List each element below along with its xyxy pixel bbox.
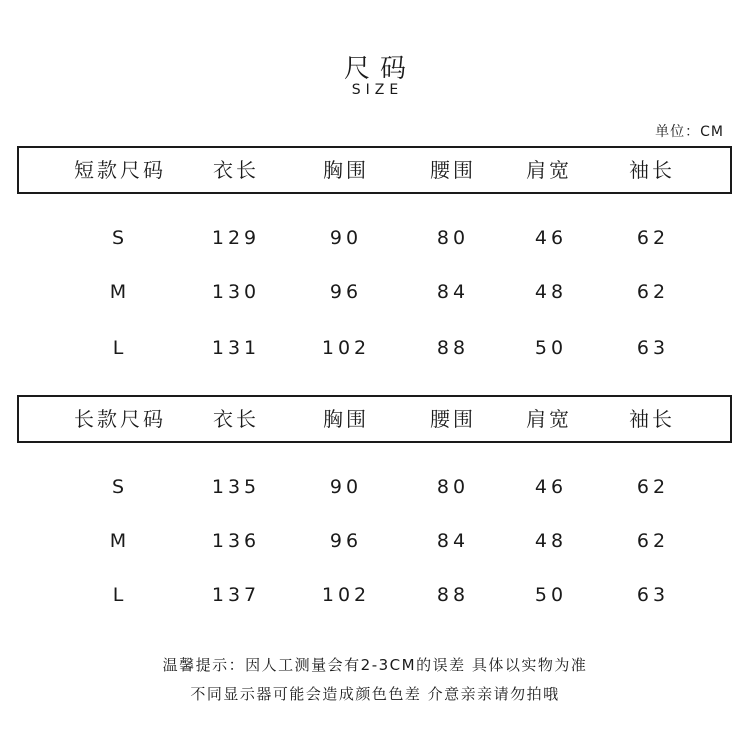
length-cell: 137 [211,584,261,606]
chest-cell: 90 [329,227,363,249]
measurement-note: 温馨提示：因人工测量会有2-3CM的误差 具体以实物为准 [162,656,588,674]
shoulder-cell: 46 [534,227,568,249]
length-cell: 129 [211,227,261,249]
size-cell: L [112,584,128,606]
shoulder-cell: 46 [534,476,568,498]
size-cell: L [112,337,128,359]
color-note: 不同显示器可能会造成颜色色差 介意亲亲请勿拍哦 [190,685,560,703]
chest-cell: 102 [321,337,371,359]
sleeve-cell: 62 [636,227,670,249]
shoulder-cell: 48 [534,530,568,552]
header-waist: 腰围 [430,407,476,431]
chest-cell: 102 [321,584,371,606]
sleeve-cell: 63 [636,337,670,359]
header-length: 衣长 [213,158,259,182]
shoulder-cell: 48 [534,281,568,303]
table-row [0,526,750,556]
waist-cell: 84 [436,281,470,303]
shoulder-cell: 50 [534,337,568,359]
size-cell: M [109,530,131,552]
waist-cell: 84 [436,530,470,552]
header-chest: 胸围 [323,158,369,182]
long-table-header [17,395,732,443]
size-cell: M [109,281,131,303]
header-shoulder: 肩宽 [526,407,572,431]
waist-cell: 80 [436,227,470,249]
header-shoulder: 肩宽 [526,158,572,182]
sleeve-cell: 63 [636,584,670,606]
length-cell: 131 [211,337,261,359]
waist-cell: 88 [436,337,470,359]
unit-label: 单位：CM [655,124,724,140]
header-waist: 腰围 [430,158,476,182]
size-cell: S [111,476,129,498]
header-size: 长款尺码 [74,407,166,431]
table-row [0,580,750,610]
short-table-header [17,146,732,194]
waist-cell: 80 [436,476,470,498]
header-size: 短款尺码 [74,158,166,182]
chest-cell: 96 [329,530,363,552]
table-row [0,223,750,253]
length-cell: 130 [211,281,261,303]
table-row [0,277,750,307]
header-sleeve: 袖长 [629,407,675,431]
chest-cell: 96 [329,281,363,303]
size-cell: S [111,227,129,249]
shoulder-cell: 50 [534,584,568,606]
page-subtitle: SIZE [351,82,404,98]
page-title: 尺码 [343,54,416,84]
sleeve-cell: 62 [636,530,670,552]
length-cell: 135 [211,476,261,498]
waist-cell: 88 [436,584,470,606]
sleeve-cell: 62 [636,476,670,498]
header-length: 衣长 [213,407,259,431]
chest-cell: 90 [329,476,363,498]
table-row [0,472,750,502]
sleeve-cell: 62 [636,281,670,303]
length-cell: 136 [211,530,261,552]
header-sleeve: 袖长 [629,158,675,182]
table-row [0,333,750,363]
header-chest: 胸围 [323,407,369,431]
